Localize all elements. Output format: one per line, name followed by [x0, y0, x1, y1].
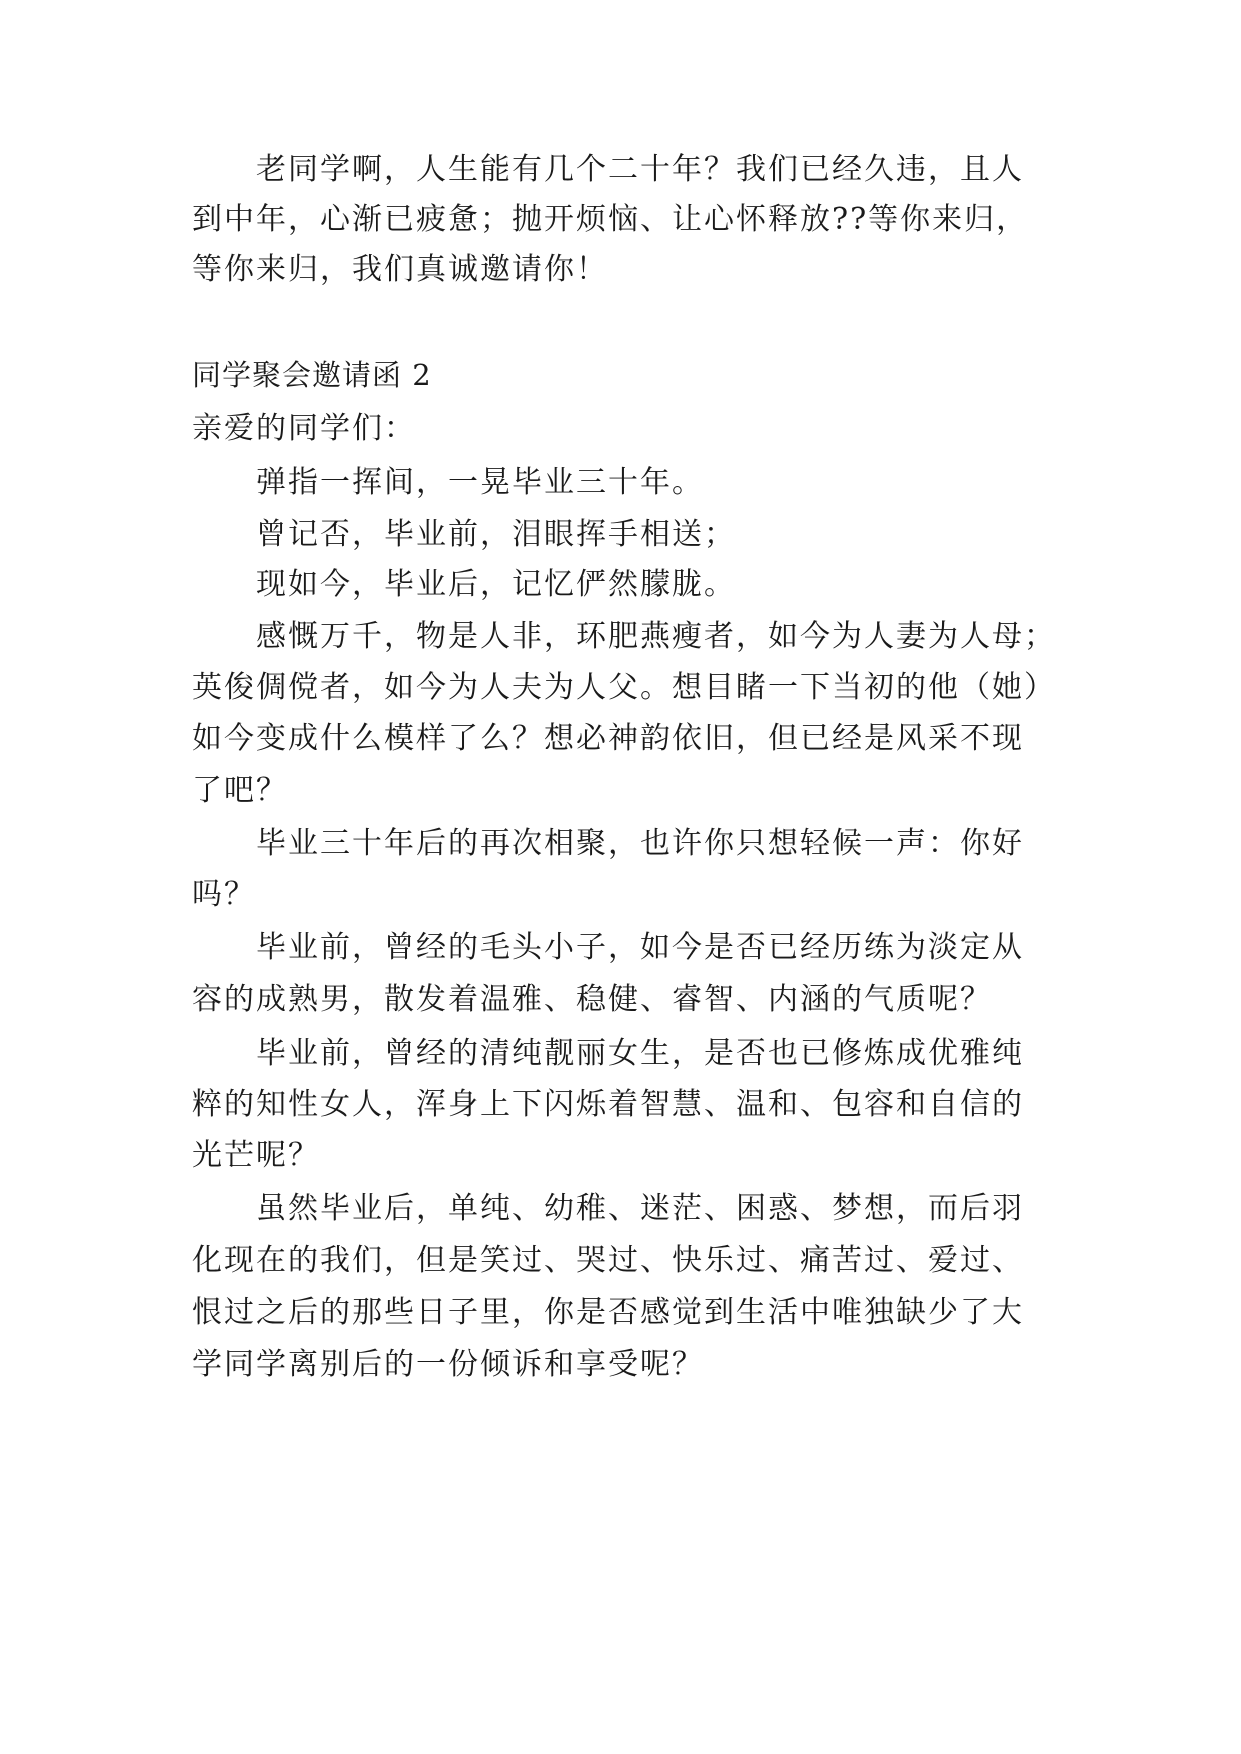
paragraph-line: 恨过之后的那些日子里，你是否感觉到生活中唯独缺少了大	[192, 1295, 1024, 1330]
paragraph-line: 弹指一挥间，一晃毕业三十年。	[256, 465, 704, 500]
intro-line-1: 老同学啊，人生能有几个二十年？我们已经久违，且人	[256, 152, 1024, 187]
section-title: 同学聚会邀请函 2	[192, 358, 432, 392]
paragraph-line: 毕业三十年后的再次相聚，也许你只想轻候一声：你好	[256, 826, 1024, 861]
salutation: 亲爱的同学们：	[192, 411, 416, 446]
paragraph-line: 曾记否，毕业前，泪眼挥手相送；	[256, 517, 736, 552]
intro-line-2: 到中年，心渐已疲惫；抛开烦恼、让心怀释放??等你来归，	[192, 202, 1029, 237]
paragraph-line: 英俊倜傥者，如今为人夫为人父。想目睹一下当初的他（她）	[192, 670, 1056, 705]
paragraph-line: 吗？	[192, 877, 256, 912]
paragraph-line: 粹的知性女人，浑身上下闪烁着智慧、温和、包容和自信的	[192, 1087, 1024, 1122]
paragraph-line: 了吧？	[192, 773, 288, 808]
paragraph-line: 容的成熟男，散发着温雅、稳健、睿智、内涵的气质呢？	[192, 982, 992, 1017]
paragraph-line: 毕业前，曾经的毛头小子，如今是否已经历练为淡定从	[256, 930, 1024, 965]
intro-line-3: 等你来归，我们真诚邀请你！	[192, 252, 608, 287]
paragraph-line: 虽然毕业后，单纯、幼稚、迷茫、困惑、梦想，而后羽	[256, 1191, 1024, 1226]
paragraph-line: 毕业前，曾经的清纯靓丽女生，是否也已修炼成优雅纯	[256, 1036, 1024, 1071]
paragraph-line: 感慨万千，物是人非，环肥燕瘦者，如今为人妻为人母；	[256, 619, 1056, 654]
paragraph-line: 化现在的我们，但是笑过、哭过、快乐过、痛苦过、爱过、	[192, 1243, 1024, 1278]
paragraph-line: 如今变成什么模样了么？想必神韵依旧，但已经是风采不现	[192, 721, 1024, 756]
paragraph-line: 学同学离别后的一份倾诉和享受呢？	[192, 1347, 704, 1382]
paragraph-line: 光芒呢？	[192, 1138, 320, 1173]
paragraph-line: 现如今，毕业后，记忆俨然朦胧。	[256, 567, 736, 602]
